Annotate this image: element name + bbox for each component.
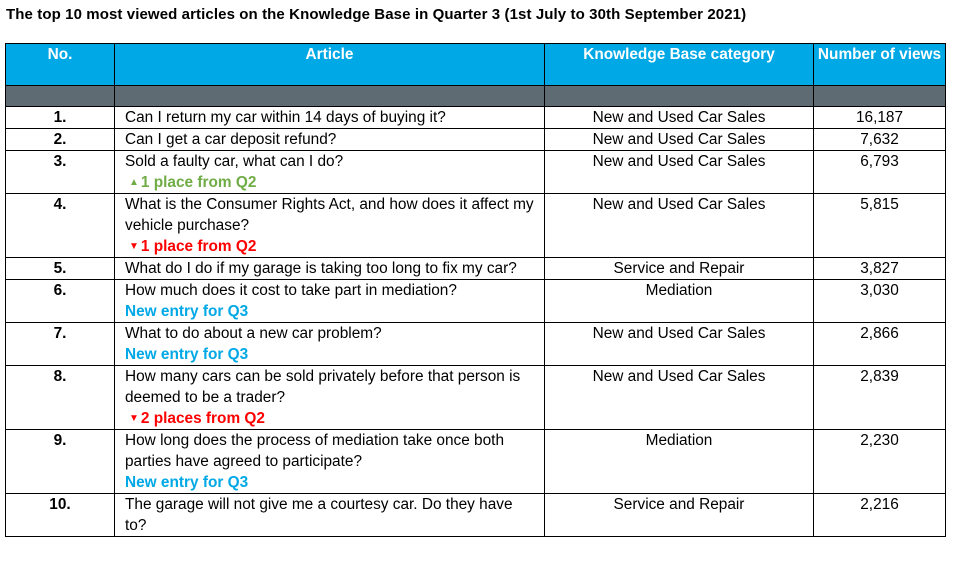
table-row bbox=[6, 323, 946, 366]
article-cell bbox=[115, 194, 545, 258]
views-cell: 2,866 bbox=[814, 323, 946, 366]
rank-change-note bbox=[125, 172, 538, 193]
article-cell bbox=[115, 258, 545, 280]
row-number: 8. bbox=[6, 366, 115, 430]
article-cell bbox=[115, 107, 545, 129]
table-row bbox=[6, 280, 946, 323]
category-cell: Mediation bbox=[545, 430, 814, 494]
article-cell bbox=[115, 430, 545, 494]
header-no: No. bbox=[6, 44, 115, 86]
row-number: 7. bbox=[6, 323, 115, 366]
rank-change-note bbox=[125, 301, 538, 322]
article-cell bbox=[115, 366, 545, 430]
views-cell: 2,230 bbox=[814, 430, 946, 494]
table-row bbox=[6, 194, 946, 258]
table-row bbox=[6, 430, 946, 494]
article-cell bbox=[115, 494, 545, 537]
article-title: How long does the process of mediation take once both parties have agreed to participate? bbox=[125, 432, 505, 470]
table-row bbox=[6, 107, 946, 129]
table-row bbox=[6, 366, 946, 430]
category-cell: Mediation bbox=[545, 280, 814, 323]
rank-change-text: 2 places from Q2 bbox=[140, 410, 265, 427]
article-cell bbox=[115, 151, 545, 194]
article-title: Sold a faulty car, what can I do? bbox=[125, 153, 344, 170]
views-cell: 6,793 bbox=[814, 151, 946, 194]
article-title: What to do about a new car problem? bbox=[125, 325, 382, 342]
table-row bbox=[6, 151, 946, 194]
row-number: 4. bbox=[6, 194, 115, 258]
views-cell: 3,030 bbox=[814, 280, 946, 323]
article-cell bbox=[115, 129, 545, 151]
category-cell: Service and Repair bbox=[545, 494, 814, 537]
triangle-down-icon: ▼ bbox=[129, 241, 139, 252]
triangle-down-icon: ▼ bbox=[129, 413, 139, 424]
rank-change-text: New entry for Q3 bbox=[125, 474, 249, 491]
views-cell: 2,839 bbox=[814, 366, 946, 430]
rank-change-note bbox=[125, 408, 538, 429]
views-cell: 3,827 bbox=[814, 258, 946, 280]
separator-cell bbox=[6, 86, 115, 107]
triangle-up-icon: ▲ bbox=[129, 177, 139, 188]
category-cell: New and Used Car Sales bbox=[545, 366, 814, 430]
views-cell: 7,632 bbox=[814, 129, 946, 151]
row-number: 1. bbox=[6, 107, 115, 129]
article-title: What is the Consumer Rights Act, and how does it affect my vehicle purchase? bbox=[125, 196, 534, 234]
row-number: 5. bbox=[6, 258, 115, 280]
rank-change-note bbox=[125, 472, 538, 493]
views-cell: 16,187 bbox=[814, 107, 946, 129]
article-cell bbox=[115, 323, 545, 366]
article-title: Can I get a car deposit refund? bbox=[125, 131, 337, 148]
category-cell: New and Used Car Sales bbox=[545, 194, 814, 258]
rank-change-text: 1 place from Q2 bbox=[140, 238, 257, 255]
category-cell: New and Used Car Sales bbox=[545, 323, 814, 366]
table-row bbox=[6, 494, 946, 537]
rank-change-text: New entry for Q3 bbox=[125, 303, 249, 320]
article-title: The garage will not give me a courtesy car. Do they have to? bbox=[125, 496, 513, 534]
category-cell: New and Used Car Sales bbox=[545, 151, 814, 194]
page-title: The top 10 most viewed articles on the Knowledge Base in Quarter 3 (1st July to 30th September 2021) bbox=[6, 6, 747, 23]
views-cell: 2,216 bbox=[814, 494, 946, 537]
rank-change-note bbox=[125, 344, 538, 365]
header-category: Knowledge Base category bbox=[545, 44, 814, 86]
row-number: 3. bbox=[6, 151, 115, 194]
separator-cell bbox=[814, 86, 946, 107]
rank-change-note bbox=[125, 236, 538, 257]
views-cell: 5,815 bbox=[814, 194, 946, 258]
header-row bbox=[6, 44, 946, 86]
table-row bbox=[6, 258, 946, 280]
articles-table bbox=[5, 43, 946, 537]
article-title: How many cars can be sold privately before that person is deemed to be a trader? bbox=[125, 368, 521, 406]
category-cell: New and Used Car Sales bbox=[545, 107, 814, 129]
article-cell bbox=[115, 280, 545, 323]
header-article: Article bbox=[115, 44, 545, 86]
category-cell: Service and Repair bbox=[545, 258, 814, 280]
article-title: What do I do if my garage is taking too long to fix my car? bbox=[125, 260, 517, 277]
separator-cell bbox=[545, 86, 814, 107]
rank-change-text: New entry for Q3 bbox=[125, 346, 249, 363]
category-cell: New and Used Car Sales bbox=[545, 129, 814, 151]
header-views: Number of views bbox=[814, 44, 946, 86]
row-number: 10. bbox=[6, 494, 115, 537]
rank-change-text: 1 place from Q2 bbox=[140, 174, 257, 191]
row-number: 9. bbox=[6, 430, 115, 494]
article-title: Can I return my car within 14 days of buying it? bbox=[125, 109, 446, 126]
table-row bbox=[6, 129, 946, 151]
row-number: 2. bbox=[6, 129, 115, 151]
separator-row bbox=[6, 86, 946, 107]
separator-cell bbox=[115, 86, 545, 107]
row-number: 6. bbox=[6, 280, 115, 323]
article-title: How much does it cost to take part in mediation? bbox=[125, 282, 457, 299]
